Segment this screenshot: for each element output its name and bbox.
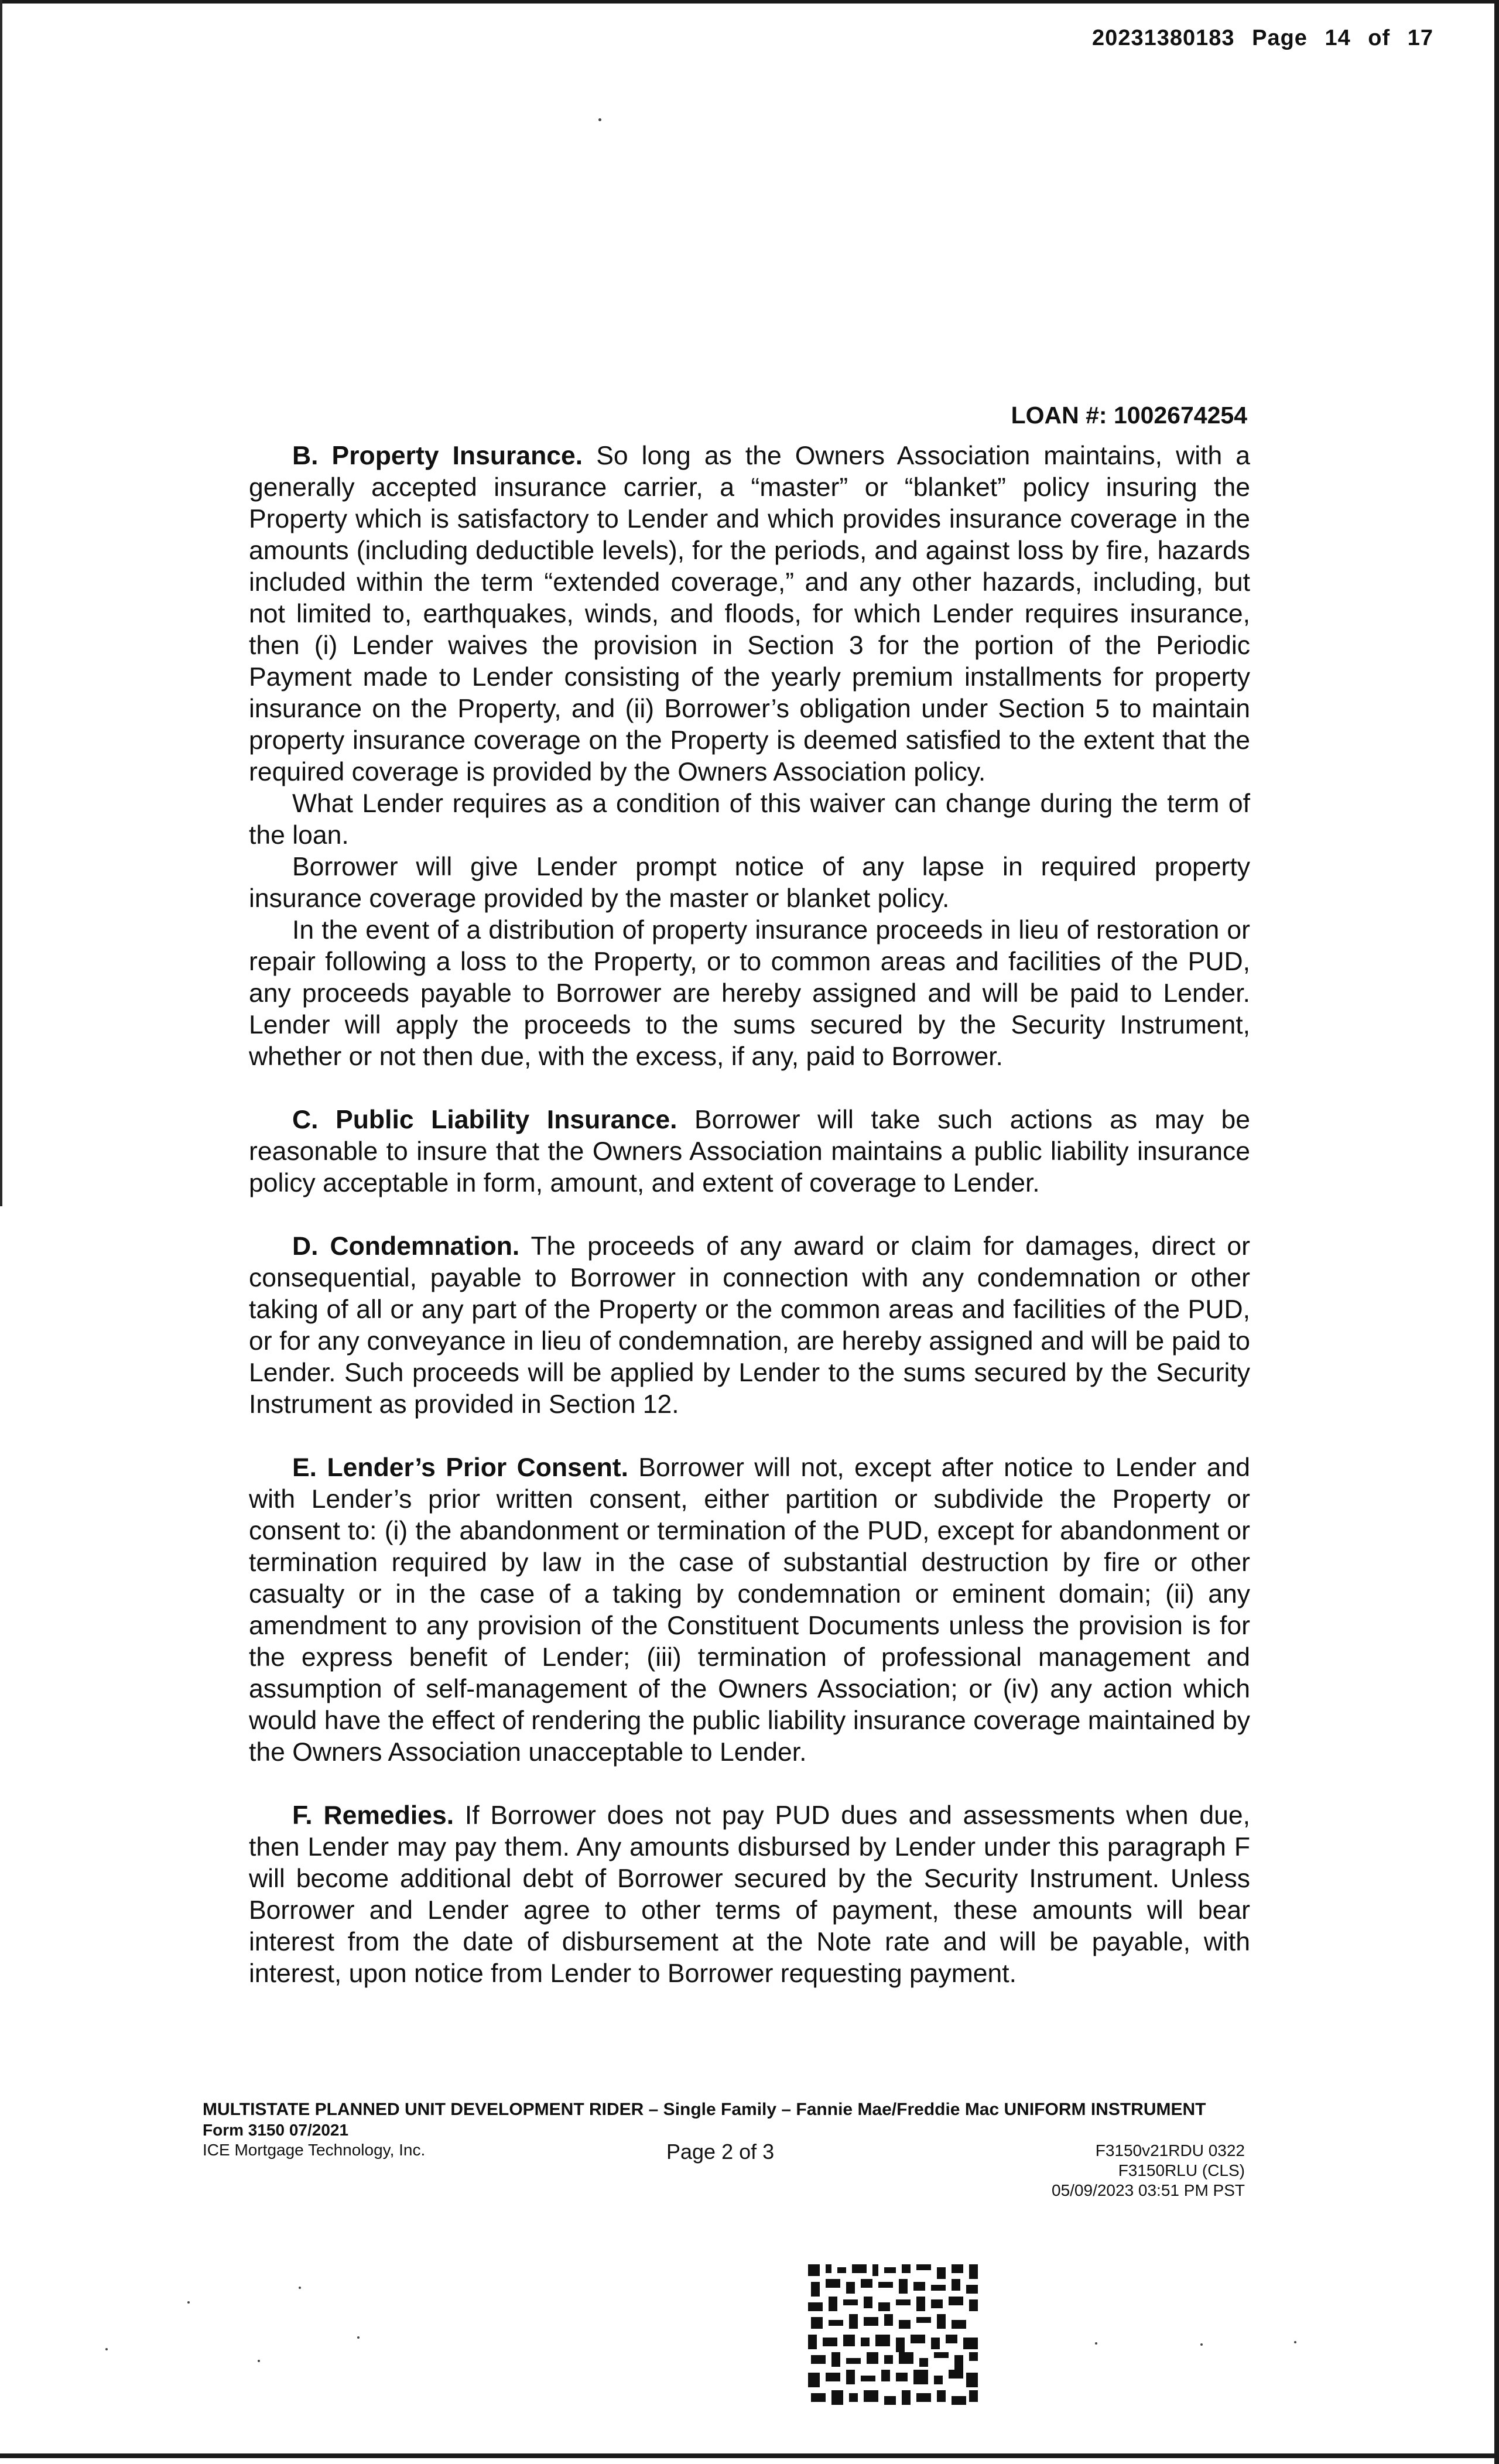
section-b-para4: In the event of a distribution of property insurance proceeds in lieu of restoration or repair following a loss to the Property, or to common areas and facilities of the PUD, any proceeds payable to Borrower are hereby assigned and will be paid to Lender. Lender will apply the proceeds to the sums secured by the Security Instrument, whether or not then due, with the excess, if any, paid to Borrower. <box>249 916 1250 1071</box>
section-f-text: If Borrower does not pay PUD dues and assessments when due, then Lender may pay them. Any amounts disbursed by Lender under this paragraph F will become additional debt of Borrower secured by the Security Instrument. Unless Borrower and Lender agree to other terms of payment, these amounts will bear interest from the date of disbursement at the Note rate and will be payable, with interest, upon notice from Lender to Borrower requesting payment. <box>249 1801 1250 1988</box>
footer-timestamp: 05/09/2023 03:51 PM PST <box>1052 2181 1245 2199</box>
section-f-heading: F. Remedies. <box>292 1801 454 1830</box>
footer-code-2: F3150RLU (CLS) <box>1118 2161 1245 2179</box>
left-scan-edge <box>0 0 2 1206</box>
scan-speck <box>598 118 601 121</box>
footer-company: ICE Mortgage Technology, Inc. <box>203 2141 426 2159</box>
rider-body <box>249 440 1250 1990</box>
footer-code-1: F3150v21RDU 0322 <box>1095 2141 1245 2160</box>
scan-speck <box>1294 2341 1296 2343</box>
scan-speck <box>258 2360 260 2362</box>
loan-number: LOAN #: 1002674254 <box>1011 402 1247 429</box>
section-b-text: So long as the Owners Association maintains, with a generally accepted insurance carrier, a “master” or “blanket” policy insuring the Property which is satisfactory to Lender and which provides insurance coverage in the amounts (including deductible levels), for the periods, and against loss by fire, hazards included within the term “extended coverage,” and any other hazards, including, but not limited to, earthquakes, winds, and floods, for which Lender requires insurance, then (i) Lender waives the provision in Section 3 for the portion of the Periodic Payment made to Lender consisting of the yearly premium installments for property insurance on the Property, and (ii) Borrower’s obligation under Section 5 to maintain property insurance coverage on the Property is deemed satisfied to the extent that the required coverage is provided by the Owners Association policy. <box>249 442 1250 786</box>
bottom-scan-edge <box>0 2453 1499 2458</box>
section-b <box>249 440 1250 788</box>
section-e-text: Borrower will not, except after notice to Lender and with Lender’s prior written consent, either partition or subdivide the Property or consent to: (i) the abandonment or termination of the PUD, except for abandonment or termination required by law in the case of substantial destruction by fire or other casualty or in the case of a taking by condemnation or eminent domain; (ii) any amendment to any provision of the Constituent Documents unless the provision is for the express benefit of Lender; (iii) termination of professional management and assumption of self-management of the Owners Association; or (iv) any action which would have the effect of rendering the public liability insurance coverage maintained by the Owners Association unacceptable to Lender. <box>249 1453 1250 1767</box>
recording-header <box>1092 26 1433 51</box>
scan-speck <box>299 2287 301 2289</box>
section-c-text: Borrower will take such actions as may be reasonable to insure that the Owners Association maintains a public liability insurance policy acceptable in form, amount, and extent of coverage to Lender. <box>249 1106 1250 1197</box>
scan-speck <box>105 2348 108 2350</box>
top-scan-edge <box>0 0 1499 4</box>
scan-speck <box>1200 2343 1203 2346</box>
section-d-heading: D. Condemnation. <box>292 1232 520 1261</box>
page-counter: Page 14 of 17 <box>1252 26 1433 50</box>
scan-speck <box>187 2301 190 2304</box>
section-e <box>249 1452 1250 1768</box>
right-scan-edge <box>1494 0 1499 2464</box>
footer-page-number: Page 2 of 3 <box>666 2140 775 2164</box>
section-b-para3: Borrower will give Lender prompt notice of any lapse in required property insurance coverage provided by the master or blanket policy. <box>249 853 1250 913</box>
scan-speck <box>357 2336 360 2339</box>
section-d <box>249 1231 1250 1421</box>
section-e-heading: E. Lender’s Prior Consent. <box>292 1453 628 1482</box>
section-b-heading: B. Property Insurance. <box>292 442 583 470</box>
document-number: 20231380183 <box>1092 26 1235 50</box>
section-b-para2: What Lender requires as a condition of this waiver can change during the term of the loan. <box>249 789 1250 850</box>
qr-code-icon <box>805 2261 981 2414</box>
section-c-heading: C. Public Liability Insurance. <box>292 1106 677 1134</box>
footer-form-number: Form 3150 07/2021 <box>203 2121 349 2139</box>
section-c <box>249 1104 1250 1199</box>
scan-speck <box>1095 2342 1097 2345</box>
footer-form-title: MULTISTATE PLANNED UNIT DEVELOPMENT RIDER – Single Family – Fannie Mae/Freddie Mac UNIFORM INSTRUMENT <box>203 2100 1206 2119</box>
footer-codes <box>1052 2141 1245 2201</box>
section-d-text: The proceeds of any award or claim for damages, direct or consequential, payable to Borrower in connection with any condemnation or other taking of all or any part of the Property or the common areas and facilities of the PUD, or for any conveyance in lieu of condemnation, are hereby assigned and will be paid to Lender. Such proceeds will be applied by Lender to the sums secured by the Security Instrument as provided in Section 12. <box>249 1232 1250 1419</box>
section-f <box>249 1800 1250 1990</box>
